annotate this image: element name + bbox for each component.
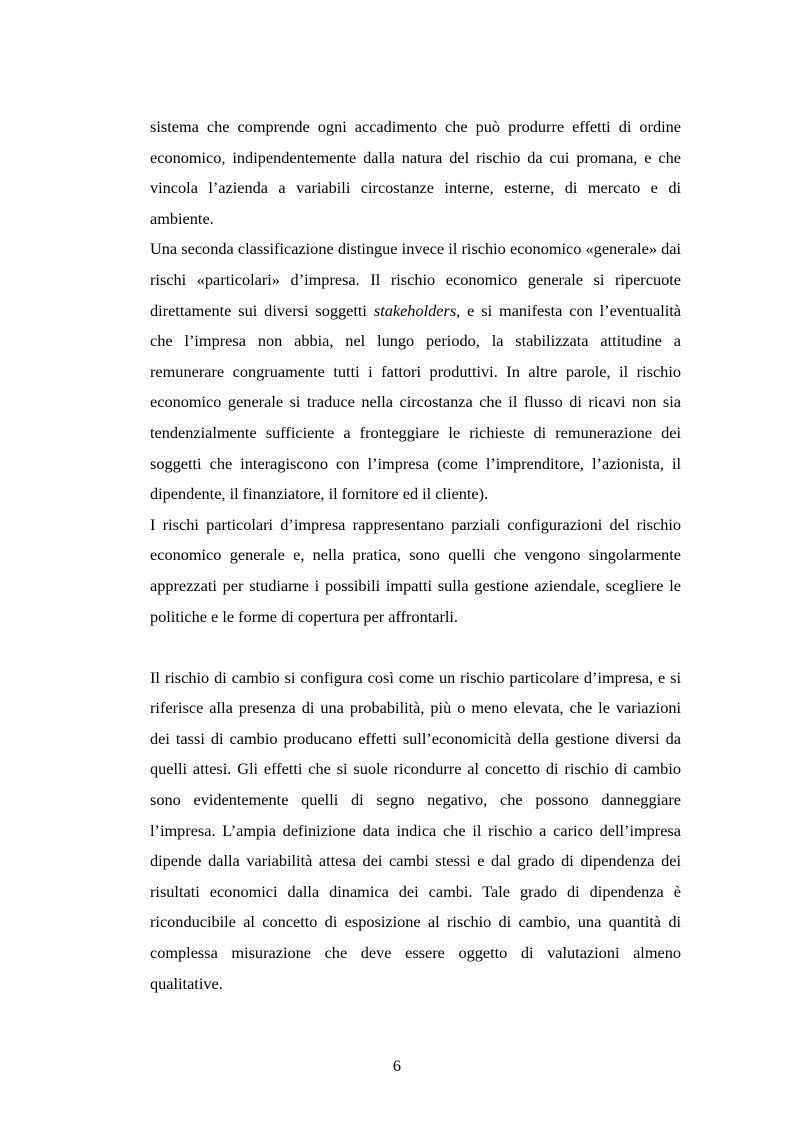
stakeholders-term: stakeholders	[373, 300, 457, 320]
page-body	[150, 112, 681, 999]
paragraph-general-risk-end: , e si manifesta con l’eventualità che l’impresa non abbia, nel lungo periodo, la stabilizzata attitudine a remunerare congruamente tutti i fattori produttivi. In altre parole, il rischio economico generale si traduce nella circostanza che il flusso di ricavi non sia tendenzialmente sufficiente a fronteggiare le richieste di remunerazione dei soggetti che interagiscono con l’impresa (come l’imprenditore, l’azionista, il dipendente, il finanziatore, il fornitore ed il cliente).	[150, 300, 682, 504]
paragraph-general-risk-start: Una seconda classificazione distingue invece il rischio economico «generale» dai rischi «particolari» d’impresa. Il rischio economico generale si ripercuote direttamente sui diversi soggetti	[150, 239, 681, 320]
paragraph-exchange-risk: Il rischio di cambio si configura così come un rischio particolare d’impresa, e si riferisce alla presenza di una probabilità, più o meno elevata, che le variazioni dei tassi di cambio producano effetti sull’economicità della gestione diversi da quelli attesi. Gli effetti che si suole ricondurre al concetto di rischio di cambio sono evidentemente quelli di segno negativo, che possono danneggiare l’impresa. L’ampia definizione data indica che il rischio a carico dell’impresa dipende dalla variabilità attesa dei cambi stessi e dal grado di dipendenza dei risultati economici dalla dinamica dei cambi. Tale grado di dipendenza è riconducibile al concetto di esposizione al rischio di cambio, una quantità di complessa misurazione che deve essere oggetto di valutazioni almeno qualitative.	[150, 667, 681, 993]
paragraph-general-risk	[150, 234, 681, 509]
page-number: 6	[392, 1056, 402, 1075]
paragraph-risk-system: sistema che comprende ogni accadimento che può produrre effetti di ordine economico, indipendentemente dalla natura del rischio da cui promana, e che vincola l’azienda a variabili circostanze interne, esterne, di mercato e di ambiente.	[150, 117, 681, 228]
paragraph-particular-risks: I rischi particolari d’impresa rappresentano parziali configurazioni del rischio economico generale e, nella pratica, sono quelli che vengono singolarmente apprezzati per studiarne i possibili impatti sulla gestione aziendale, scegliere le politiche e le forme di copertura per affrontarli.	[150, 514, 681, 626]
